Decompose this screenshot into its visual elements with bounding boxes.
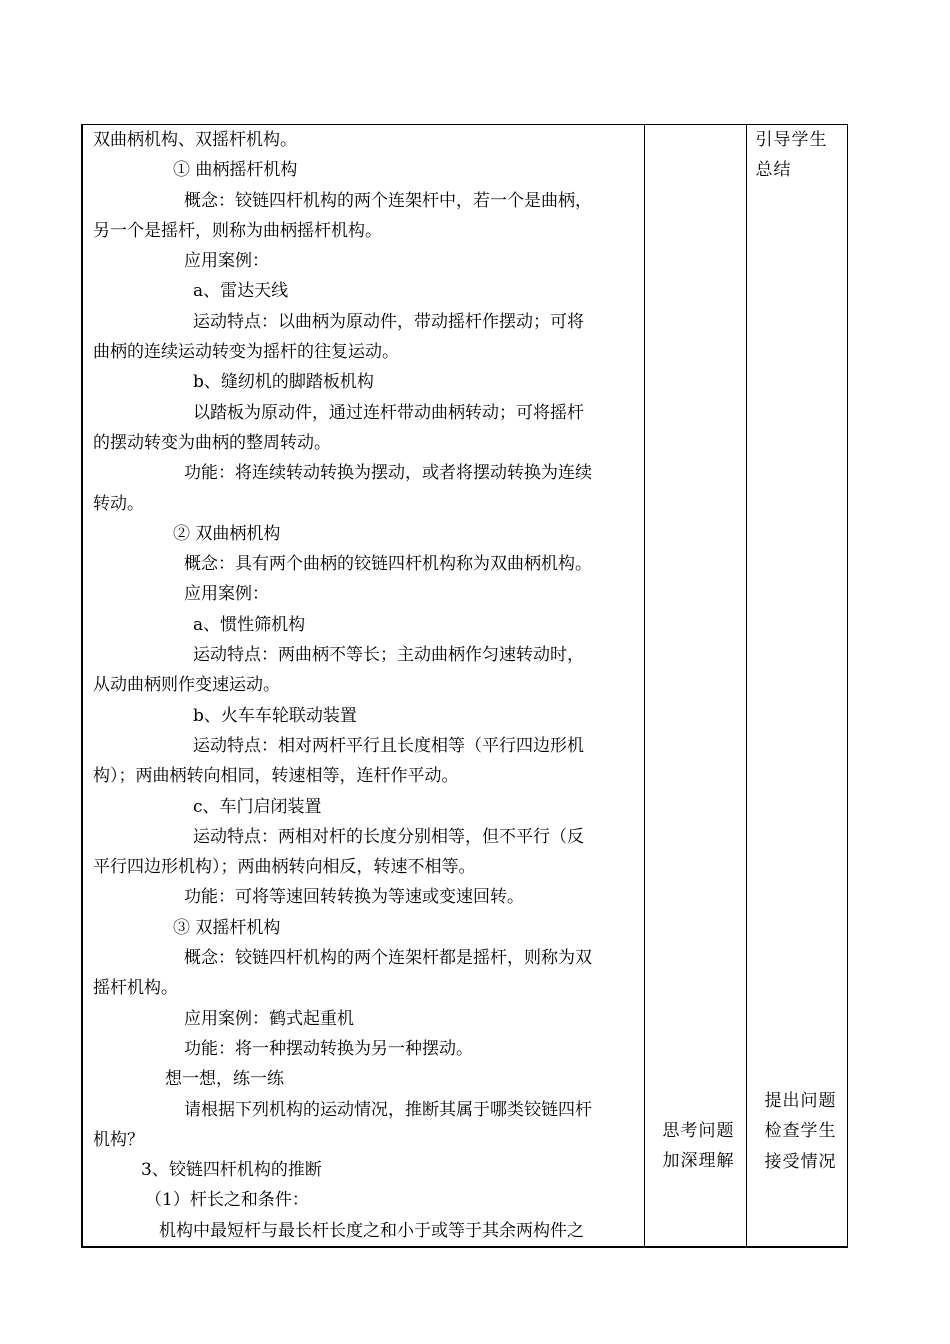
text-line: 总结 [755, 160, 792, 181]
text-line: 应用案例： [184, 584, 269, 605]
text-line: 功能：将一种摆动转换为另一种摆动。 [184, 1038, 473, 1059]
lesson-plan-table [81, 124, 848, 1248]
text-line: 提出问题 [764, 1091, 837, 1111]
table-row [82, 125, 847, 1247]
text-line: 平行四边形机构）；两曲柄转向相反，转速不相等。 [93, 857, 476, 878]
text-line: c、车门启闭装置 [193, 796, 322, 817]
teacher-activity-cell [746, 125, 847, 1247]
section-heading: ① 曲柄摇杆机构 [173, 160, 298, 181]
text-line: 构）；两曲柄转向相同，转速相等，连杆作平动。 [93, 766, 459, 787]
text-line: b、缝纫机的脚踏板机构 [193, 372, 374, 393]
text-line: 加深理解 [662, 1151, 735, 1172]
text-line: 运动特点：两曲柄不等长；主动曲柄作匀速转动时， [193, 645, 584, 666]
section-heading: ② 双曲柄机构 [173, 523, 281, 544]
section-heading: （1）杆长之和条件： [145, 1190, 309, 1211]
content-cell [82, 125, 644, 1247]
text-line: 接受情况 [764, 1151, 837, 1172]
text-line: 摇杆机构。 [93, 978, 178, 999]
text-line: 曲柄的连续运动转变为摇杆的往复运动。 [93, 342, 399, 363]
teacher-activity-text-bottom [756, 1086, 837, 1177]
text-line: 以踏板为原动件，通过连杆带动曲柄转动；可将摇杆 [193, 402, 584, 423]
text-line: 概念：铰链四杆机构的两个连架杆都是摇杆，则称为双 [184, 948, 592, 969]
text-line: 的摆动转变为曲柄的整周转动。 [93, 432, 331, 453]
text-line: 机构中最短杆与最长杆长度之和小于或等于其余两构件之 [159, 1220, 584, 1241]
section-heading: 想一想，练一练 [165, 1069, 284, 1090]
text-line: 运动特点：两相对杆的长度分别相等，但不平行（反 [193, 826, 584, 847]
text-line: 概念：铰链四杆机构的两个连架杆中，若一个是曲柄， [184, 190, 592, 211]
text-line: 检查学生 [764, 1121, 837, 1142]
section-heading: ③ 双摇杆机构 [173, 917, 281, 938]
text-line: a、惯性筛机构 [193, 614, 306, 635]
text-line: 转动。 [93, 493, 144, 514]
text-line: 应用案例： [184, 251, 269, 272]
student-activity-text [654, 1116, 735, 1177]
section-heading: 3、铰链四杆机构的推断 [141, 1160, 322, 1181]
content-text [83, 125, 644, 1246]
teacher-activity-text-top [747, 125, 847, 186]
text-line: 功能：可将等速回转转换为等速或变速回转。 [184, 887, 524, 908]
student-activity-cell [644, 125, 746, 1247]
text-line: 应用案例：鹤式起重机 [184, 1008, 354, 1029]
text-line: 机构？ [93, 1129, 144, 1150]
text-line: a、雷达天线 [193, 281, 289, 302]
text-line: b、火车车轮联动装置 [193, 705, 357, 726]
text-line: 运动特点：以曲柄为原动件，带动摇杆作摆动；可将 [193, 311, 584, 332]
text-line: 功能：将连续转动转换为摆动，或者将摆动转换为连续 [184, 463, 592, 484]
text-line: 概念：具有两个曲柄的铰链四杆机构称为双曲柄机构。 [184, 554, 592, 575]
text-line: 运动特点：相对两杆平行且长度相等（平行四边形机 [193, 735, 584, 756]
text-line: 请根据下列机构的运动情况，推断其属于哪类铰链四杆 [184, 1099, 592, 1120]
text-line: 另一个是摇杆，则称为曲柄摇杆机构。 [93, 220, 382, 241]
text-line: 从动曲柄则作变速运动。 [93, 675, 280, 696]
text-line: 引导学生 [755, 130, 828, 150]
text-line: 双曲柄机构、双摇杆机构。 [93, 130, 297, 150]
text-line: 思考问题 [662, 1121, 735, 1141]
